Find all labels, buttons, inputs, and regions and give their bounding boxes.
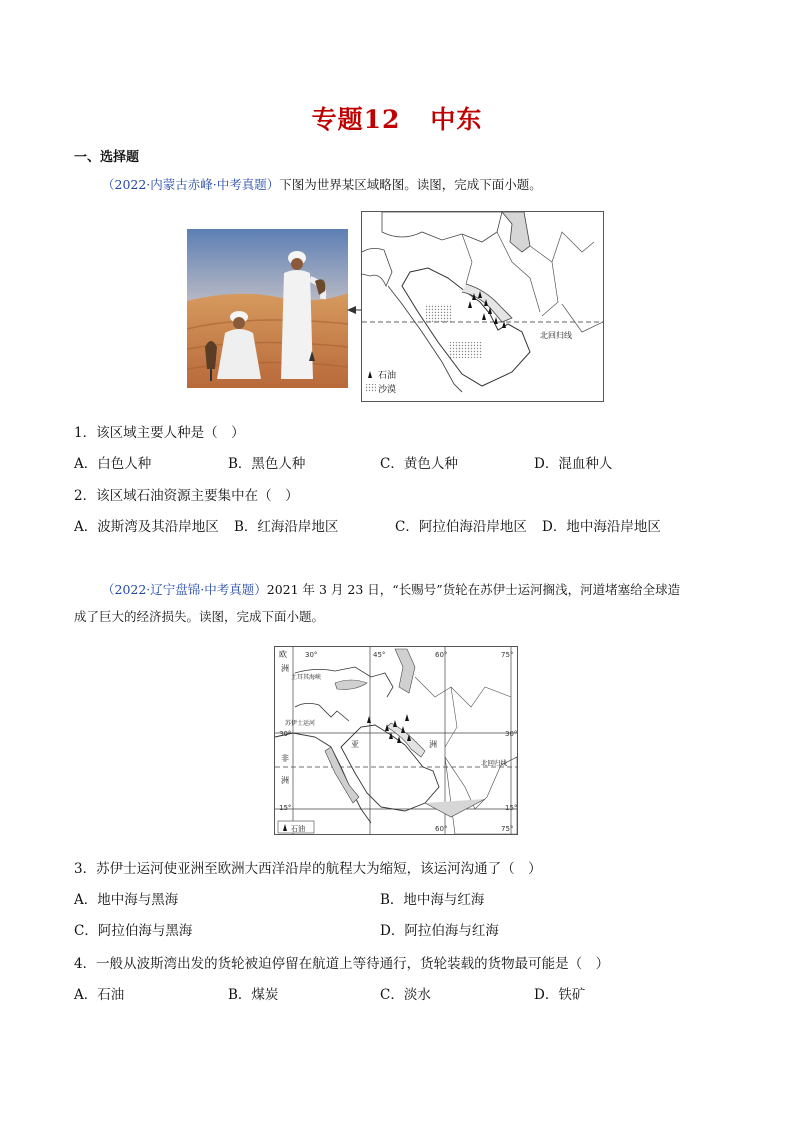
q2-option-b[interactable]: B．红海沿岸地区: [234, 519, 339, 535]
group1-source: （2022·内蒙古赤峰·中考真题）: [102, 177, 280, 192]
label-asia: 亚: [351, 740, 359, 749]
group2-source: （2022·辽宁盘锦·中考真题）: [102, 582, 267, 597]
question-4: 4．一般从波斯湾出发的货轮被迫停留在航道上等待通行，货轮装载的货物最可能是（ ）: [74, 956, 610, 972]
q4-option-c[interactable]: C．淡水: [380, 987, 431, 1003]
label-africa: 非: [281, 754, 289, 763]
lat-label-30-left: 30°: [279, 730, 292, 738]
q3-option-c[interactable]: C．阿拉伯海与黑海: [74, 923, 193, 939]
q3-option-b[interactable]: B．地中海与红海: [380, 892, 485, 908]
label-tropic: 北回归线: [481, 759, 507, 767]
group1-intro: [102, 172, 542, 198]
lon-label-45: 45°: [373, 651, 386, 659]
q2-option-a[interactable]: A．波斯湾及其沿岸地区: [74, 519, 219, 535]
q2-option-d[interactable]: D．地中海沿岸地区: [542, 519, 661, 535]
label-europe: 欧: [279, 650, 287, 659]
label-asia-2: 洲: [429, 740, 437, 749]
label-turkish-strait: 土耳其海峡: [291, 674, 322, 681]
title-sub: 中东: [430, 105, 483, 134]
section-heading: 一、选择题: [74, 150, 140, 165]
group1-intro-text: 下图为世界某区域略图。读图，完成下面小题。: [279, 177, 542, 192]
desert-falconers-photo: [187, 229, 348, 388]
lon-label-75: 75°: [501, 651, 514, 659]
desert-legend-icon: [366, 384, 376, 392]
desert-area-south: [448, 342, 482, 358]
q3-option-d[interactable]: D．阿拉伯海与红海: [380, 923, 499, 939]
oil-legend-label-map2: 石油: [291, 825, 305, 833]
label-africa-2: 洲: [281, 776, 289, 785]
q4-option-d[interactable]: D．铁矿: [534, 987, 586, 1003]
q4-option-a[interactable]: A．石油: [74, 987, 125, 1003]
title-main: 专题12: [311, 105, 401, 134]
q3-option-a[interactable]: A．地中海与黑海: [74, 892, 179, 908]
lat-label-30-right: 30°: [505, 730, 517, 738]
lon-label-60: 60°: [435, 651, 448, 659]
lon-label-30: 30°: [305, 651, 318, 659]
q2-option-c[interactable]: C．阿拉伯海沿岸地区: [395, 519, 527, 535]
label-suez-canal: 苏伊士运河: [285, 720, 316, 727]
page-title: [0, 100, 794, 136]
question-3: 3．苏伊士运河使亚洲至欧洲大西洋沿岸的航程大为缩短，该运河沟通了（ ）: [74, 861, 542, 877]
lon-label-75-bottom: 75°: [501, 825, 514, 833]
q1-option-c[interactable]: C．黄色人种: [380, 456, 458, 472]
q1-option-a[interactable]: A．白色人种: [74, 456, 152, 472]
lat-label-15-right: 15°: [505, 804, 517, 812]
middle-east-map-2: [274, 646, 518, 835]
oil-legend-label: 石油: [378, 371, 397, 381]
oil-legend-icon: [368, 371, 372, 378]
question-2: 2．该区域石油资源主要集中在（ ）: [74, 488, 299, 504]
group2-intro-text: 2021 年 3 月 23 日，“长赐号”货轮在苏伊士运河搁浅，河道堵塞给全球造: [266, 582, 681, 597]
q1-option-b[interactable]: B．黑色人种: [228, 456, 306, 472]
q1-option-d[interactable]: D．混血种人: [534, 456, 613, 472]
desert-area-north: [426, 304, 452, 322]
middle-east-map-1: [361, 211, 604, 402]
tropic-label: 北回归线: [540, 331, 572, 340]
question-1: 1．该区域主要人种是（ ）: [74, 425, 245, 441]
q4-option-b[interactable]: B．煤炭: [228, 987, 279, 1003]
group2-intro-line1: [102, 577, 680, 603]
desert-legend-label: 沙漠: [378, 385, 397, 395]
lat-label-15-left: 15°: [279, 804, 292, 812]
lon-label-60-bottom: 60°: [435, 825, 448, 833]
group2-intro-line2: 成了巨大的经济损失。读图，完成下面小题。: [74, 609, 325, 624]
label-europe-2: 洲: [281, 664, 289, 673]
